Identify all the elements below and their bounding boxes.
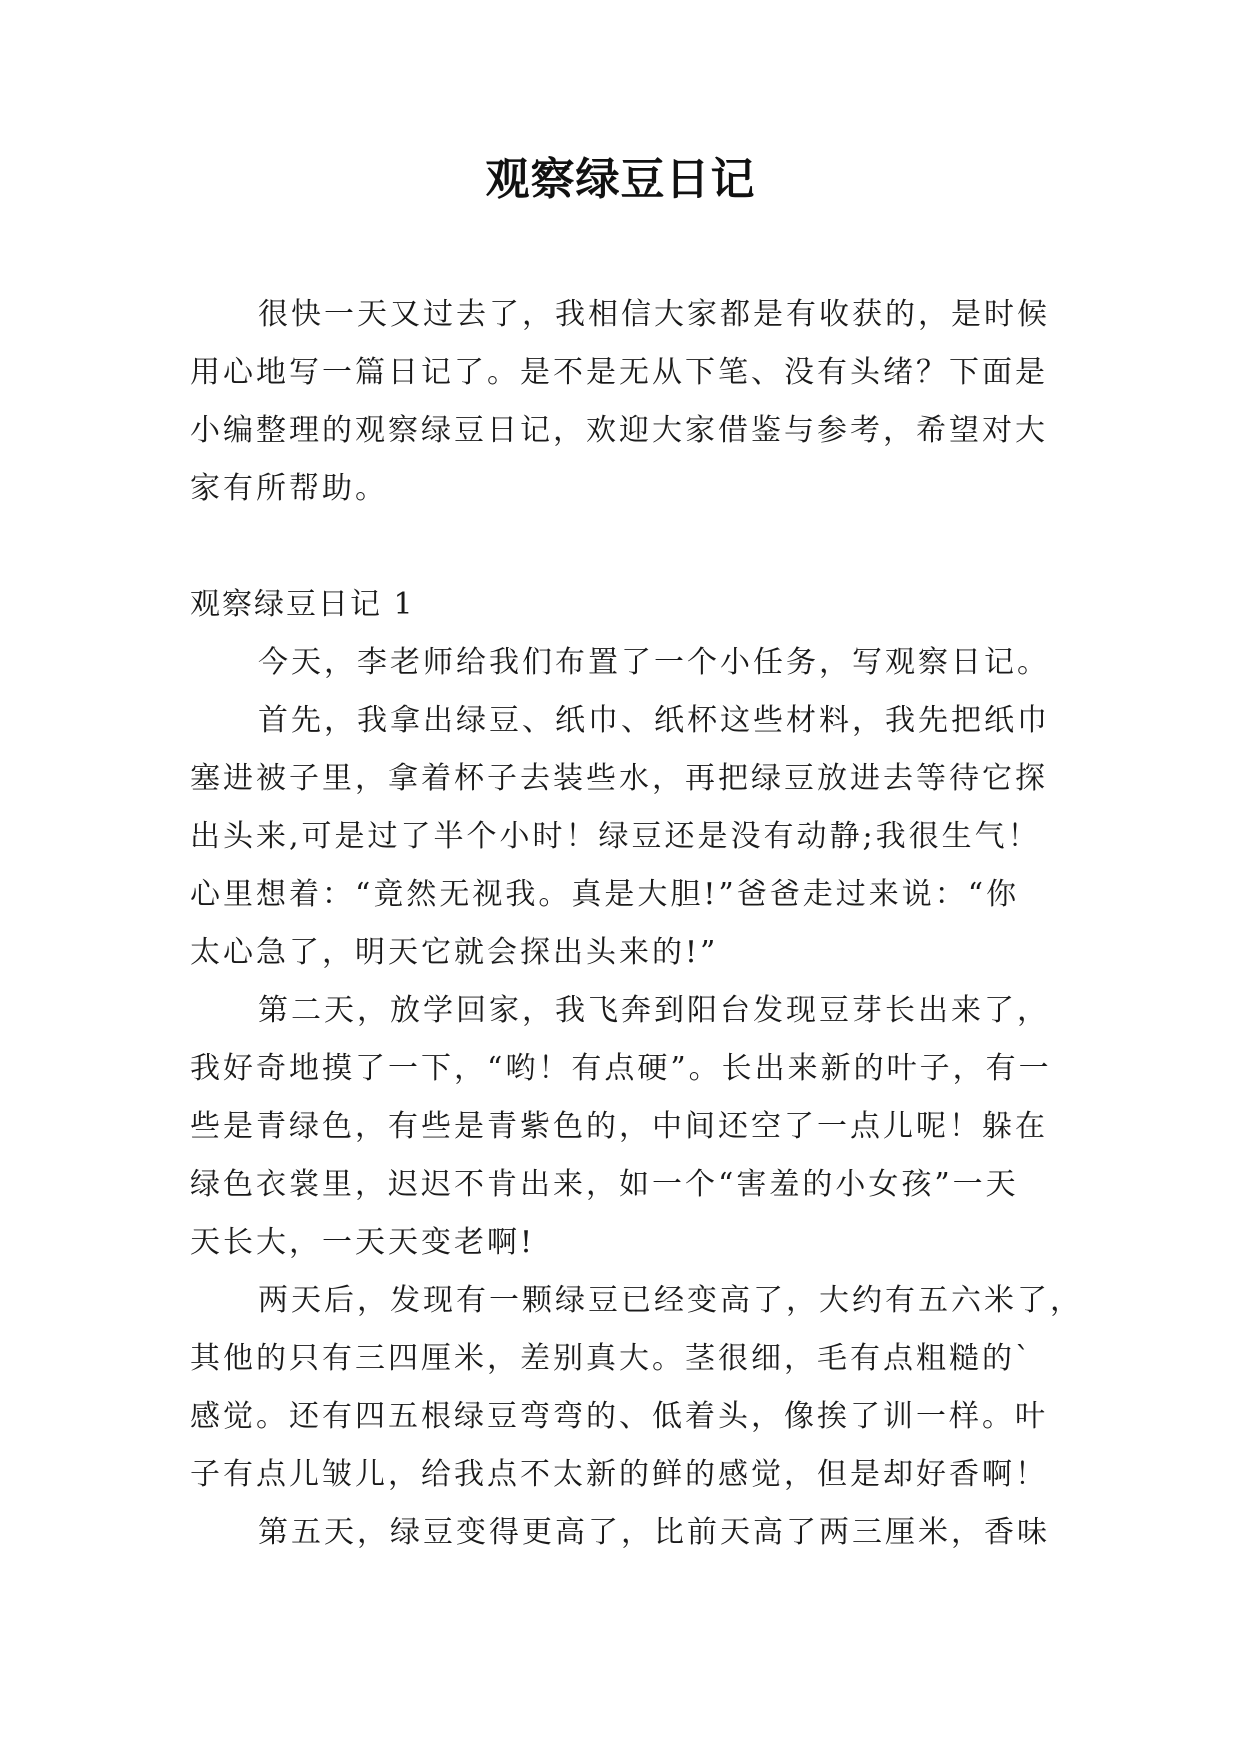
paragraph-line: 子有点儿皱儿，给我点不太新的鲜的感觉，但是却好香啊！ bbox=[190, 1457, 1048, 1492]
paragraph-line: 天长大，一天天变老啊! bbox=[190, 1225, 536, 1260]
document-body bbox=[190, 286, 1083, 1562]
intro-line: 很快一天又过去了，我相信大家都是有收获的，是时候 bbox=[258, 297, 1050, 332]
paragraph-line: 感觉。还有四五根绿豆弯弯的、低着头，像挨了训一样。叶 bbox=[190, 1399, 1048, 1434]
paragraph-spacer bbox=[190, 518, 1060, 576]
section-heading: 观察绿豆日记 1 bbox=[190, 587, 415, 622]
paragraph bbox=[190, 1504, 1060, 1562]
paragraph bbox=[190, 692, 1060, 982]
paragraph-line: 第二天，放学回家，我飞奔到阳台发现豆芽长出来了， bbox=[258, 993, 1050, 1028]
intro-line: 家有所帮助。 bbox=[190, 471, 388, 506]
intro-line: 小编整理的观察绿豆日记，欢迎大家借鉴与参考，希望对大 bbox=[190, 413, 1048, 448]
paragraph bbox=[190, 1272, 1083, 1504]
paragraph-line: 其他的只有三四厘米，差别真大。茎很细，毛有点粗糙的` bbox=[190, 1341, 1033, 1376]
intro-line: 用心地写一篇日记了。是不是无从下笔、没有头绪？下面是 bbox=[190, 355, 1048, 390]
paragraph-line: 两天后，发现有一颗绿豆已经变高了，大约有五六米了， bbox=[258, 1283, 1083, 1318]
paragraph-line: 太心急了，明天它就会探出头来的!” bbox=[190, 935, 719, 970]
paragraph bbox=[190, 982, 1060, 1272]
intro-paragraph bbox=[190, 286, 1060, 518]
paragraph-line: 绿色衣裳里，迟迟不肯出来，如一个“害羞的小女孩”一天 bbox=[190, 1167, 1019, 1202]
paragraph-line: 塞进被子里，拿着杯子去装些水，再把绿豆放进去等待它探 bbox=[190, 761, 1048, 796]
paragraph-line: 我好奇地摸了一下，“哟！有点硬”。长出来新的叶子，有一 bbox=[190, 1051, 1052, 1086]
document-title: 观察绿豆日记 bbox=[485, 154, 756, 205]
paragraph-line: 些是青绿色，有些是青紫色的，中间还空了一点儿呢！躲在 bbox=[190, 1109, 1048, 1144]
paragraph-line: 首先，我拿出绿豆、纸巾、纸杯这些材料，我先把纸巾 bbox=[258, 703, 1050, 738]
paragraph-line: 第五天，绿豆变得更高了，比前天高了两三厘米，香味 bbox=[258, 1515, 1050, 1550]
paragraph-line: 心里想着：“竟然无视我。真是大胆!”爸爸走过来说：“你 bbox=[190, 877, 1020, 912]
paragraph-line: 今天，李老师给我们布置了一个小任务，写观察日记。 bbox=[258, 645, 1050, 680]
paragraph bbox=[190, 634, 1060, 692]
paragraph-line: 出头来,可是过了半个小时！绿豆还是没有动静;我很生气！ bbox=[190, 819, 1041, 854]
